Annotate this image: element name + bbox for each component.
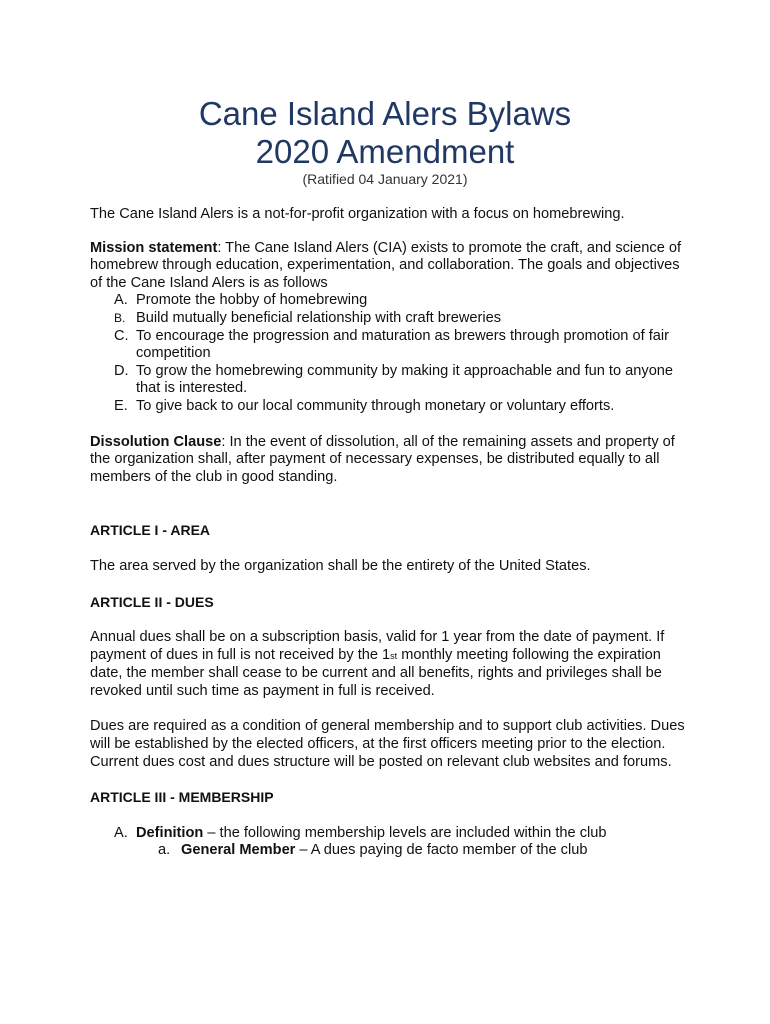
list-marker: A.: [114, 824, 128, 841]
general-member-text: – A dues paying de facto member of the club: [295, 842, 588, 859]
dissolution-clause: [90, 434, 690, 487]
list-item: [90, 825, 690, 843]
article-2-paragraph-1: [90, 629, 690, 700]
dissolution-text: : In the event of dissolution, all of the remaining assets and property of the organization shall, after payment of necessary expenses, be distributed equally to all members of the club in good standing.: [90, 433, 675, 485]
document-title: Cane Island Alers Bylaws: [198, 95, 572, 132]
list-item: [90, 328, 690, 363]
definition-text: – the following membership levels are included within the club: [203, 824, 607, 841]
list-item: [90, 292, 690, 310]
intro-paragraph: The Cane Island Alers is a not-for-profit organization with a focus on homebrewing.: [90, 206, 625, 222]
general-member-label: General Member: [181, 842, 296, 859]
list-marker: C.: [114, 327, 129, 344]
article-3-heading: ARTICLE III - MEMBERSHIP: [90, 789, 274, 806]
list-item-text: Build mutually beneficial relationship with craft breweries: [136, 309, 502, 326]
list-marker: A.: [114, 292, 128, 309]
list-marker: E.: [114, 397, 128, 414]
article-1-heading: ARTICLE I - AREA: [90, 522, 211, 539]
mission-label: Mission statement: [90, 239, 218, 256]
article-1-text: The area served by the organization shall be the entirety of the United States.: [90, 557, 591, 574]
mission-text: : The Cane Island Alers (CIA) exists to promote the craft, and science of homebrew through education, experimentation, and collaboration. The goals and objectives of the Cane Island Alers is as follows: [90, 239, 682, 291]
list-item: [90, 310, 690, 328]
list-item: [90, 842, 690, 860]
dissolution-label: Dissolution Clause: [90, 433, 222, 450]
definition-label: Definition: [136, 824, 204, 841]
article-2-paragraph-2: Dues are required as a condition of general membership and to support club activities. Dues will be established by the elected officers, at the first officers meeting prior to the election. Current dues cost and dues structure will be posted on relevant club websites and forums.: [90, 718, 685, 770]
list-item-text: Promote the hobby of homebrewing: [136, 292, 368, 309]
article-2-heading: ARTICLE II - DUES: [90, 593, 214, 610]
list-item: [90, 398, 690, 416]
mission-goals-list: [90, 292, 690, 415]
dues-text-b: monthly meeting following the expiration date, the member shall cease to be current and all benefits, rights and privileges shall be revoked until such time as payment in full is received.: [90, 646, 662, 699]
ordinal-suffix: st: [390, 650, 398, 661]
list-item-text: To give back to our local community through monetary or voluntary efforts.: [136, 397, 615, 414]
list-marker: D.: [114, 362, 129, 379]
list-marker: B.: [114, 310, 126, 325]
list-marker: a.: [158, 842, 171, 859]
document-body: [90, 206, 690, 860]
document-subtitle: 2020 Amendment: [255, 133, 515, 170]
membership-levels-list: [90, 842, 690, 860]
ratified-date: (Ratified 04 January 2021): [302, 171, 468, 187]
list-item-text: To encourage the progression and maturation as brewers through promotion of fair competition: [136, 327, 669, 362]
list-item: [90, 363, 690, 398]
mission-statement: [90, 240, 690, 293]
membership-list: [90, 825, 690, 843]
list-item-text: To grow the homebrewing community by making it approachable and fun to anyone that is interested.: [136, 362, 674, 397]
dues-text-a: Annual dues shall be on a subscription basis, valid for 1 year from the date of payment. If payment of dues in full is not received by the 1: [90, 629, 665, 663]
